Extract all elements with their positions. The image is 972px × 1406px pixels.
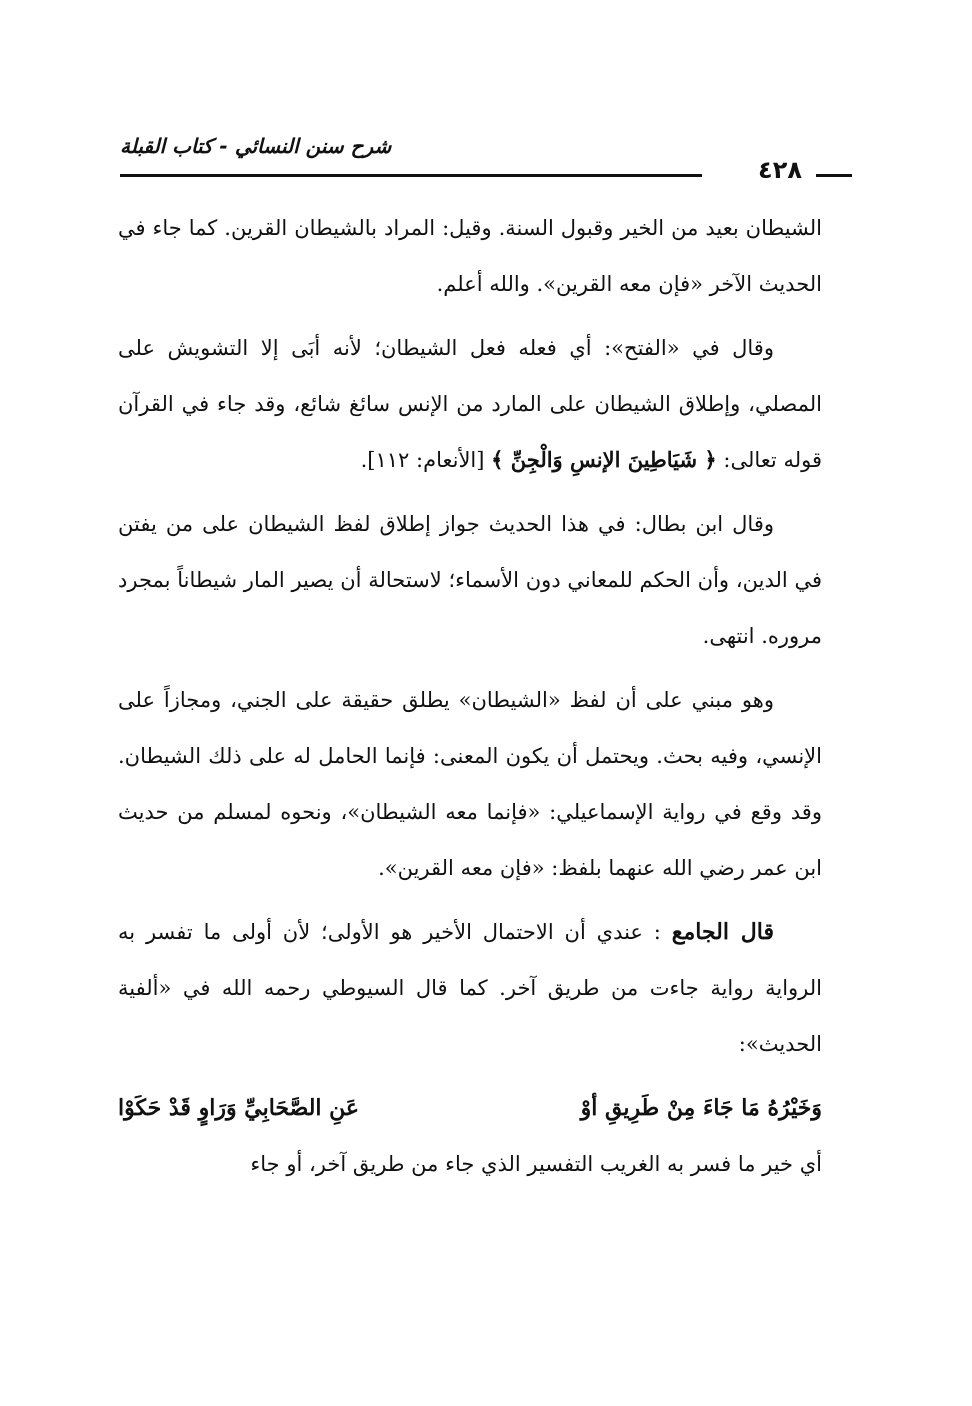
- paragraph-1: الشيطان بعيد من الخير وقبول السنة. وقيل: المراد بالشيطان القرين. كما جاء في الحديث الآخر «فإن معه القرين». والله أعلم.: [118, 216, 822, 296]
- page-header: [120, 130, 822, 190]
- page-body: [118, 200, 822, 1192]
- paragraph-3: وقال ابن بطال: في هذا الحديث جواز إطلاق لفظ الشيطان على من يفتن في الدين، وأن الحكم للمعاني دون الأسماء؛ لاستحالة أن يصير المار شيطاناً بمجرد مروره. انتهى.: [118, 512, 822, 648]
- verse-second-hemistich: عَنِ الصَّحَابِيِّ وَرَاوٍ قَدْ حَكَوْا: [118, 1095, 360, 1121]
- poetry-verse: [118, 1080, 822, 1136]
- paragraph-2-text: وقال في «الفتح»: أي فعله فعل الشيطان؛ لأنه أبَى إلا التشويش على المصلي، وإطلاق الشيطان على المارد من الإنس سائغ شائع، وقد جاء في القرآن قوله تعالى:: [118, 336, 822, 472]
- paragraph-2: [118, 320, 822, 488]
- speaker-label: قال الجامع: [671, 919, 774, 945]
- verse-first-hemistich: وَخَيْرُهُ مَا جَاءَ مِنْ طَرِيقِ أوْ: [580, 1095, 822, 1121]
- quran-quote: ﴿ شَيَاطِينَ الإنسِ وَالْجِنِّ ﴾: [491, 447, 717, 472]
- paragraph-5-text: : عندي أن الاحتمال الأخير هو الأولى؛ لأن أولى ما تفسر به الرواية رواية جاءت من طريق آخر. كما قال السيوطي رحمه الله في «ألفية الحديث»:: [118, 920, 822, 1056]
- header-rule: [120, 174, 702, 177]
- running-title: شرح سنن النسائي - كتاب القبلة: [120, 134, 392, 158]
- paragraph-5: [118, 904, 822, 1072]
- quran-reference: [الأنعام: ١١٢].: [360, 448, 485, 472]
- paragraph-4: وهو مبني على أن لفظ «الشيطان» يطلق حقيقة على الجني، ومجازاً على الإنسي، وفيه بحث. ويحتمل أن يكون المعنى: فإنما الحامل له على ذلك الشيطان. وقد وقع في رواية الإسماعيلي: «فإنما معه الشيطان»، ونحوه لمسلم من حديث ابن عمر رضي الله عنهما بلفظ: «فإن معه القرين».: [118, 688, 822, 880]
- paragraph-6: أي خير ما فسر به الغريب التفسير الذي جاء من طريق آخر، أو جاء: [250, 1152, 822, 1176]
- page-number: ٤٢٨: [758, 156, 802, 184]
- page-number-dash: [816, 174, 852, 177]
